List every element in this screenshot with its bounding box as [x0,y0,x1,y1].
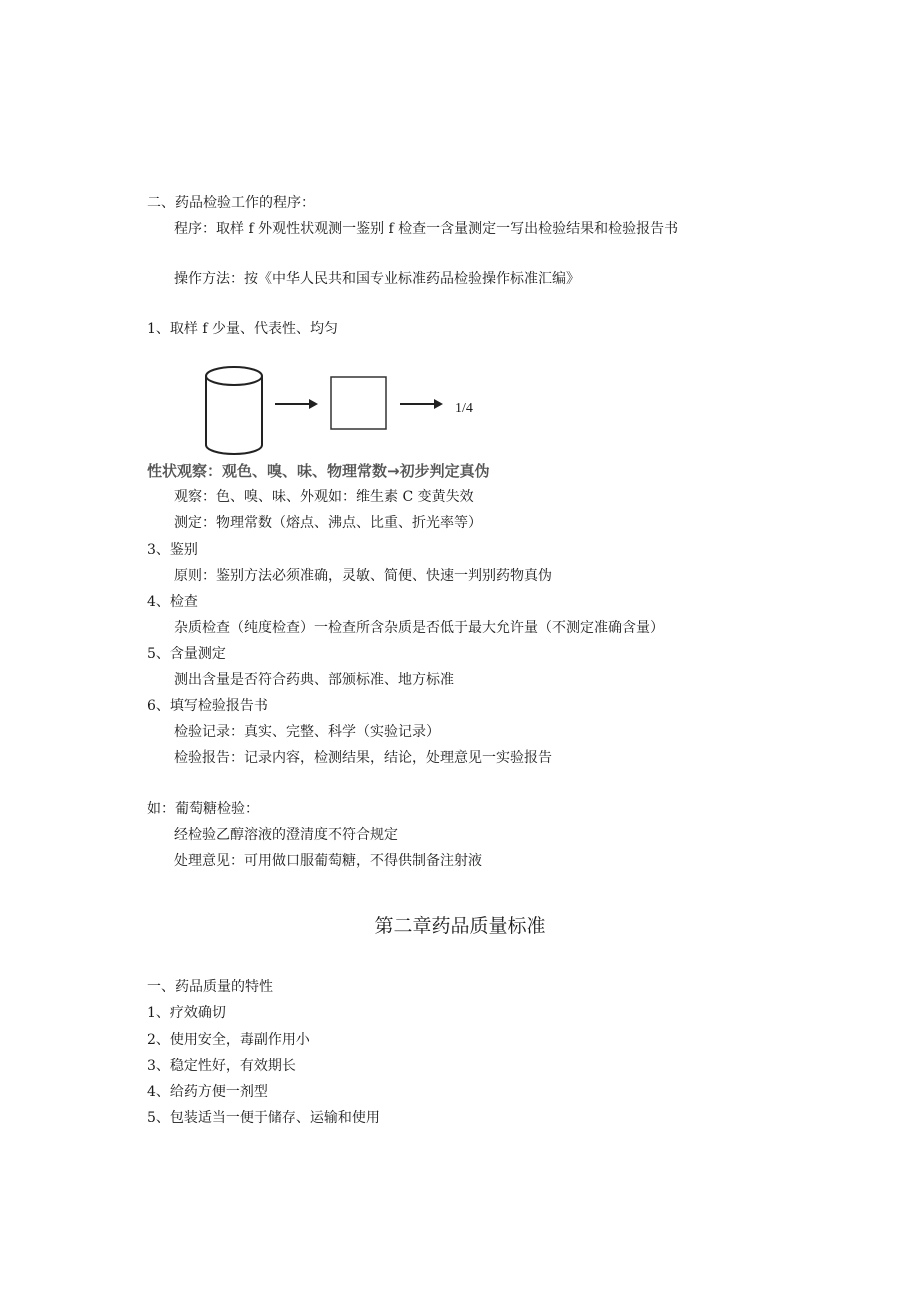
list-item: 1、疗效确切 [147,1005,226,1021]
quality-subheading: 一、药品质量的特性 [147,979,273,995]
fraction-label: 1/4 [455,401,473,416]
step5-heading: 5、含量测定 [147,646,226,662]
arrow-right-icon [400,399,443,409]
report-text: 检验报告：记录内容，检测结果，结论，处理意见一实验报告 [174,750,552,766]
impurity-text: 杂质检查（纯度检查）一检查所含杂质是否低于最大允许量（不测定准确含量） [174,620,664,636]
example-heading: 如：葡萄糖检验： [147,801,259,817]
step3-heading: 3、鉴别 [147,542,198,558]
finding-text: 经检验乙醇溶液的澄清度不符合规定 [174,827,398,843]
step6-heading: 6、填写检验报告书 [147,698,268,714]
section-heading: 二、药品检验工作的程序： [147,195,315,211]
content-text: 测出含量是否符合药典、部颁标准、地方标准 [174,672,454,688]
principle-text: 原则：鉴别方法必须准确，灵敏、简便、快速一判别药物真伪 [174,568,552,584]
list-item: 4、给药方便一剂型 [147,1084,268,1100]
list-item: 3、稳定性好，有效期长 [147,1058,296,1074]
measure-text: 测定：物理常数（熔点、沸点、比重、折光率等） [174,515,482,531]
method-text: 操作方法：按《中华人民共和国专业标准药品检验操作标准汇编》 [174,271,580,287]
step1-heading: 1、取样 f 少量、代表性、均匀 [147,321,338,337]
record-text: 检验记录：真实、完整、科学（实验记录） [174,724,440,740]
observe-text: 观察：色、嗅、味、外观如：维生素 C 变黄失效 [174,489,474,505]
chapter-title: 第二章药品质量标准 [374,915,546,937]
opinion-text: 处理意见：可用做口服葡萄糖，不得供制备注射液 [174,853,482,869]
step4-heading: 4、检查 [147,594,198,610]
arrow-right-icon [275,399,318,409]
sampling-diagram [195,362,495,462]
list-item: 2、使用安全，毒副作用小 [147,1032,310,1048]
step2-heading: 性状观察：观色、嗅、味、物理常数→初步判定真伪 [147,462,490,480]
container-cylinder-icon [206,367,262,454]
list-item: 5、包装适当一便于储存、运输和使用 [147,1110,380,1126]
procedure-text: 程序：取样 f 外观性状观测一鉴别 f 检查一含量测定一写出检验结果和检验报告书 [174,221,679,237]
sample-square-icon [331,377,386,429]
